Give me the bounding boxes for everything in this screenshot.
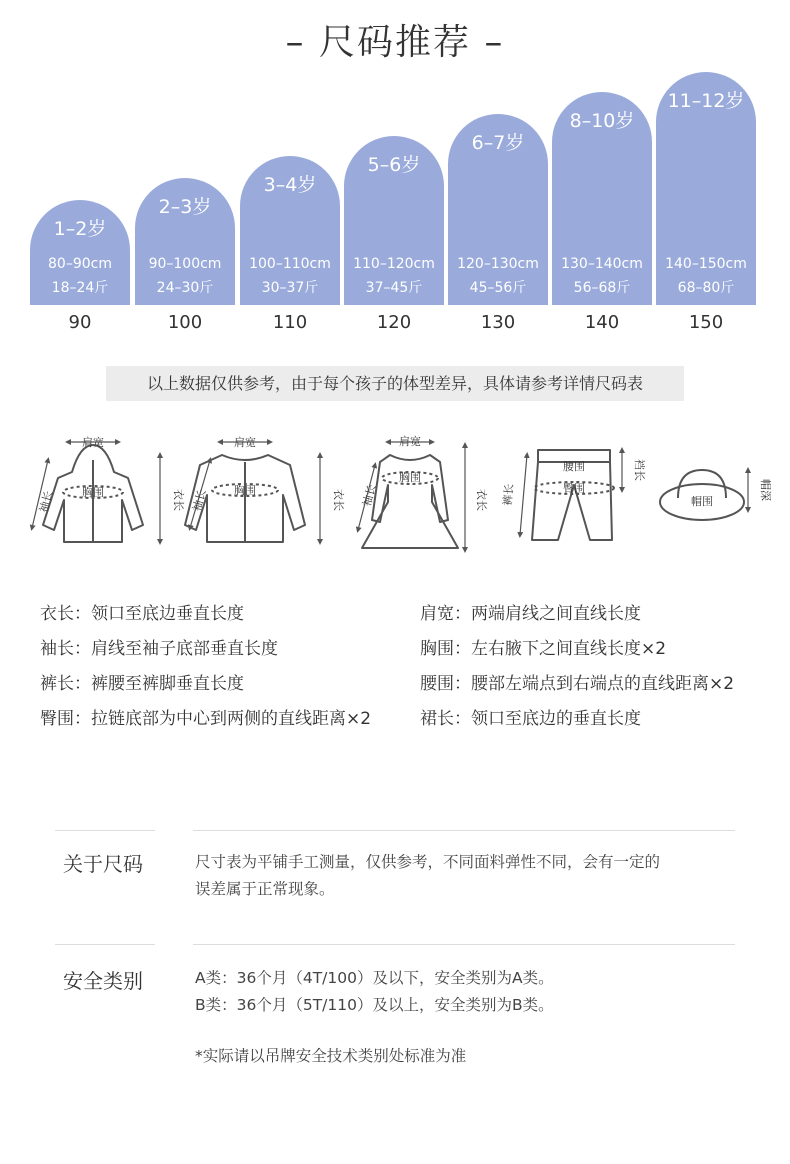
size-weight-label: 37–45斤 [365, 280, 423, 296]
def-left-2: 裤长：裤腰至裤脚垂直长度 [40, 674, 244, 694]
def-left-1: 袖长：肩线至袖子底部垂直长度 [40, 639, 278, 659]
coat-length-label: 衣长 [332, 489, 344, 511]
dress-shoulder-label: 肩宽 [399, 436, 421, 448]
size-bar-140 [552, 92, 652, 305]
size-tick-label: 100 [167, 312, 203, 333]
size-weight-label: 18–24斤 [51, 280, 109, 296]
jacket-shoulder-label: 肩宽 [82, 437, 104, 449]
dress-chest-label: 胸围 [399, 472, 421, 484]
size-height-label: 140–150cm [665, 256, 747, 272]
size-tick-label: 130 [480, 312, 516, 333]
divider [55, 944, 155, 945]
pants-leg-label: 裤长 [502, 483, 516, 507]
safety-line2: B类：36个月（5T/110）及以上，安全类别为B类。 [195, 996, 554, 1014]
size-bar-130 [448, 114, 548, 305]
jacket-sleeve-label: 袖长 [38, 489, 56, 514]
size-tick-label: 90 [68, 312, 92, 333]
pants-hip-label: 臀围 [563, 483, 585, 495]
hat-icon [660, 470, 744, 520]
size-bar-110 [240, 156, 340, 305]
size-weight-label: 30–37斤 [261, 280, 319, 296]
coat-sleeve-label: 袖长 [191, 488, 209, 513]
size-age-label: 1–2岁 [53, 218, 107, 240]
size-age-label: 2–3岁 [158, 196, 212, 218]
size-weight-label: 56–68斤 [573, 280, 631, 296]
size-tick-label: 150 [688, 312, 724, 333]
coat-chest-label: 胸围 [234, 485, 256, 497]
size-tick-label: 140 [584, 312, 620, 333]
dress-length-label: 衣长 [475, 489, 487, 511]
def-right-0: 肩宽：两端肩线之间直线长度 [420, 604, 641, 624]
size-age-label: 3–4岁 [263, 174, 317, 196]
safety-title: 安全类别 [63, 969, 143, 993]
size-age-label: 5–6岁 [367, 154, 421, 176]
dress-icon [362, 455, 458, 548]
size-age-label: 6–7岁 [471, 132, 525, 154]
disclaimer-note: 以上数据仅供参考，由于每个孩子的体型差异，具体请参考详情尺码表 [106, 366, 684, 401]
dress-sleeve-label: 袖长 [361, 483, 379, 508]
def-right-2: 腰围：腰部左端点到右端点的直线距离×2 [420, 674, 735, 694]
about-size-line1: 尺寸表为平铺手工测量，仅供参考，不同面料弹性不同，会有一定的 [195, 853, 661, 871]
size-tick-label: 110 [272, 312, 308, 333]
def-left-3: 臀围：拉链底部为中心到两侧的直线距离×2 [40, 709, 372, 729]
size-height-label: 120–130cm [457, 256, 539, 272]
coat-shoulder-label: 肩宽 [234, 437, 256, 449]
safety-footnote: *实际请以吊牌安全技术类别处标准为准 [195, 1047, 467, 1065]
def-left-0: 衣长：领口至底边垂直长度 [40, 604, 244, 624]
divider [55, 830, 155, 831]
size-age-label: 11–12岁 [667, 90, 745, 112]
size-bar-100 [135, 178, 235, 305]
garment-diagrams [0, 430, 790, 560]
size-weight-label: 24–30斤 [156, 280, 214, 296]
about-size-title: 关于尺码 [63, 852, 143, 876]
jacket-chest-label: 胸围 [82, 487, 104, 499]
hat-circ-label: 帽围 [691, 496, 713, 508]
jacket-length-label: 衣长 [172, 489, 184, 511]
size-height-label: 80–90cm [48, 256, 112, 272]
size-tick-label: 120 [376, 312, 412, 333]
size-height-label: 90–100cm [148, 256, 222, 272]
size-height-label: 110–120cm [353, 256, 435, 272]
size-bar-150 [656, 72, 756, 305]
size-height-label: 130–140cm [561, 256, 643, 272]
size-height-label: 100–110cm [249, 256, 331, 272]
hat-depth-label: 帽深 [759, 479, 771, 501]
def-right-1: 胸围：左右腋下之间直线长度×2 [420, 639, 667, 659]
size-weight-label: 68–80斤 [677, 280, 735, 296]
about-size-line2: 误差属于正常现象。 [195, 880, 335, 898]
size-bar-90 [30, 200, 130, 305]
size-bar-120 [344, 136, 444, 305]
divider [193, 944, 735, 945]
pants-rise-label: 裆长 [633, 459, 645, 481]
def-right-3: 裙长：领口至底边的垂直长度 [420, 709, 641, 729]
page-title: – 尺码推荐 – [285, 22, 505, 63]
size-weight-label: 45–56斤 [469, 280, 527, 296]
pants-waist-label: 腰围 [563, 461, 585, 473]
safety-line1: A类：36个月（4T/100）及以下，安全类别为A类。 [195, 969, 554, 987]
divider [193, 830, 735, 831]
size-age-label: 8–10岁 [569, 110, 635, 132]
